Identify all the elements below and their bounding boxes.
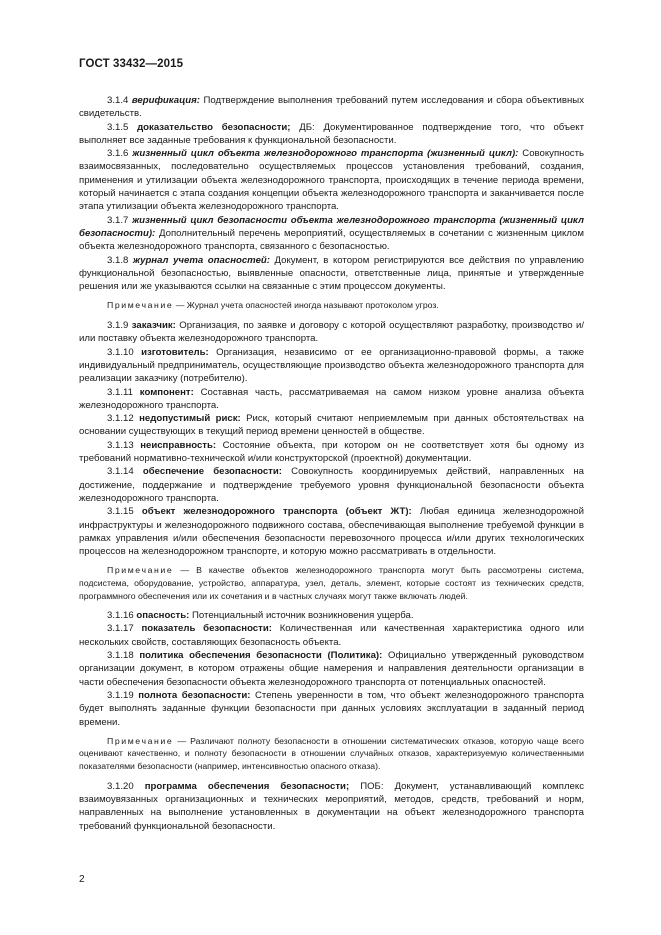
note-label: Примечание — [107, 735, 174, 746]
entry-number: 3.1.14 — [107, 466, 134, 478]
entry-term: доказательство безопасности; — [137, 121, 291, 133]
entry-term: жизненный цикл безопасности объекта железнодорожного транспорта (жизненный цикл безопасности): — [79, 214, 584, 239]
definition-entry — [79, 609, 584, 622]
entry-term: показатель безопасности: — [141, 623, 272, 635]
definition-entry — [79, 94, 584, 121]
note-text: — Журнал учета опасностей иногда называют протоколом угроз. — [173, 300, 439, 311]
entry-text: Количественная или качественная характеристика одного или нескольких свойств, составляющих безопасность объекта. — [79, 623, 584, 648]
entry-number: 3.1.9 — [107, 320, 129, 332]
definition-entry — [79, 147, 584, 213]
entry-text: Составная часть, рассматриваемая на самом низком уровне анализа объекта железнодорожного транспорта. — [79, 386, 584, 411]
document-body — [79, 94, 584, 833]
entry-text: Организация, независимо от ее организационно-правовой формы, а также индивидуальный предприниматель, осуществляющие производство объекта железнодорожного транспорта для реализации заказчику (потребителю). — [79, 346, 584, 385]
entry-number: 3.1.7 — [107, 214, 129, 226]
definition-entry — [79, 505, 584, 558]
entry-number: 3.1.8 — [107, 254, 129, 266]
page-number: 2 — [79, 874, 85, 885]
definition-entry — [79, 214, 584, 254]
entry-text: Подтверждение выполнения требований путем исследования и сбора объективных свидетельств. — [79, 95, 584, 120]
definition-entry — [79, 346, 584, 386]
entry-number: 3.1.10 — [107, 346, 134, 358]
entry-term: обеспечение безопасности: — [142, 466, 282, 478]
definition-entry — [79, 412, 584, 439]
entry-text: Степень уверенности в том, что объект железнодорожного транспорта будет выполнять заданные функции безопасности при данных условиях эксплуатации в заданный период времени. — [79, 689, 584, 728]
entry-text: Организация, по заявке и договору с которой осуществляют разработку, производство и/или поставку объекта железнодорожного транспорта. — [79, 320, 584, 345]
entry-text: Любая единица железнодорожной инфраструктуры и железнодорожного подвижного состава, обеспечивающая выполнение требуемой функции в рамках управления и/или обеспечения безопасности перевозочного процесса и/или других технологических процессов на железнодорожном транспорте, и которую можно рассматривать в отдельности. — [79, 506, 585, 558]
entry-term: компонент: — [139, 386, 194, 398]
entry-term: журнал учета опасностей: — [132, 254, 270, 266]
definition-entry — [79, 649, 584, 689]
entry-text: Состояние объекта, при котором он не соответствует хотя бы одному из требований нормативно-технической и/или конструкторской (проектной) документации. — [79, 439, 584, 465]
entry-text: Потенциальный источник возникновения ущерба. — [189, 610, 414, 622]
entry-term: жизненный цикл объекта железнодорожного транспорта (жизненный цикл): — [132, 148, 519, 160]
entry-text: Документ, в котором регистрируются все действия по управлению функциональной безопасностью, выявленные опасности, ответственные лица, принятые и утвержденные решения или же указываются ссылки на связанные с этим процессом документы. — [79, 254, 584, 293]
note-label: Примечание — [107, 300, 174, 311]
definition-entry — [79, 386, 584, 413]
entry-text: Совокупность координируемых действий, направленных на достижение, поддержание и подтверждение требуемого уровня функциональной безопасности объекта железнодорожного транспорта. — [79, 466, 585, 504]
entry-text: Совокупность взаимосвязанных, последовательно осуществляемых процессов установления требований, создания, применения и утилизации объекта железнодорожного транспорта, происходящих в течение периода времени, который начинается с этапа создания концепции объекта железнодорожного транспорта и заканчивается после этапа утилизации объекта железнодорожного транспорта. — [79, 148, 584, 213]
entry-text: Дополнительный перечень мероприятий, осуществляемых в сочетании с жизненным циклом объекта железнодорожного транспорта, связанного с безопасностью. — [79, 227, 584, 253]
entry-term: неисправность: — [140, 439, 217, 451]
entry-number: 3.1.13 — [107, 439, 134, 451]
entry-number: 3.1.5 — [107, 121, 129, 133]
entry-term: опасность: — [136, 610, 190, 622]
entry-term: верификация: — [131, 95, 201, 106]
entry-term: полнота безопасности: — [138, 689, 251, 701]
entry-text: ДБ: Документированное подтверждение того, что объект выполняет все заданные требования к функциональной безопасности. — [79, 121, 585, 146]
entry-number: 3.1.18 — [107, 650, 134, 662]
definition-entry — [79, 439, 584, 466]
entry-term: объект железнодорожного транспорта (объект ЖТ): — [141, 506, 412, 518]
entry-number: 3.1.19 — [107, 689, 134, 701]
note-text: — Различают полноту безопасности в отношении систематических отказов, которую чаще всего оценивают качественно, и полноту безопасности в отношении случайных отказов, характеризуемую количественными показателями безопасности (например, интенсивностью опасного отказа). — [79, 735, 584, 772]
entry-text: Риск, который считают неприемлемым при данных обстоятельствах на основании существующих в текущий период времени ценностей в обществе. — [79, 413, 584, 438]
definition-entry — [79, 254, 584, 294]
document-header: ГОСТ 33432—2015 — [79, 58, 184, 70]
definition-entry — [79, 622, 584, 649]
entry-number: 3.1.20 — [107, 780, 134, 792]
entry-number: 3.1.17 — [107, 623, 134, 635]
note-text: — В качестве объектов железнодорожного транспорта могут быть рассмотрены система, подсистема, оборудование, устройство, аппаратура, узел, деталь, элемент, которые состоят из технических средств, программного обеспечения или их сочетания и в частных случаях могут также включать людей. — [79, 565, 584, 601]
entry-number: 3.1.11 — [107, 386, 133, 398]
entry-term: политика обеспечения безопасности (Политика): — [139, 650, 383, 662]
entry-term: изготовитель: — [141, 346, 209, 358]
note — [79, 299, 584, 312]
entry-number: 3.1.4 — [107, 95, 129, 106]
definition-entry — [79, 319, 584, 346]
entry-text: ПОБ: Документ, устанавливающий комплекс взаимоувязанных организационных и технических мероприятий, методов, средств, требований и норм, направленных на выполнение установленных в документации на объект железнодорожного транспорта требований функциональной безопасности. — [79, 780, 584, 832]
definition-entry — [79, 465, 584, 505]
note — [79, 735, 584, 773]
definition-entry — [79, 121, 584, 148]
entry-number: 3.1.6 — [107, 148, 129, 160]
note-label: Примечание — [107, 565, 174, 576]
definition-entry — [79, 689, 584, 729]
entry-term: недопустимый риск: — [139, 413, 241, 425]
entry-number: 3.1.15 — [107, 506, 134, 518]
entry-term: программа обеспечения безопасности; — [144, 780, 350, 792]
definition-entry — [79, 780, 584, 833]
entry-number: 3.1.12 — [107, 413, 134, 425]
note — [79, 564, 584, 602]
entry-text: Официально утвержденный руководством организации документ, в котором отражены общие намерения и направления деятельности организации в части обеспечения безопасности объекта железнодорожного транспорта от потенциальных опасностей. — [79, 650, 584, 688]
entry-number: 3.1.16 — [107, 610, 134, 622]
entry-term: заказчик: — [131, 320, 176, 332]
